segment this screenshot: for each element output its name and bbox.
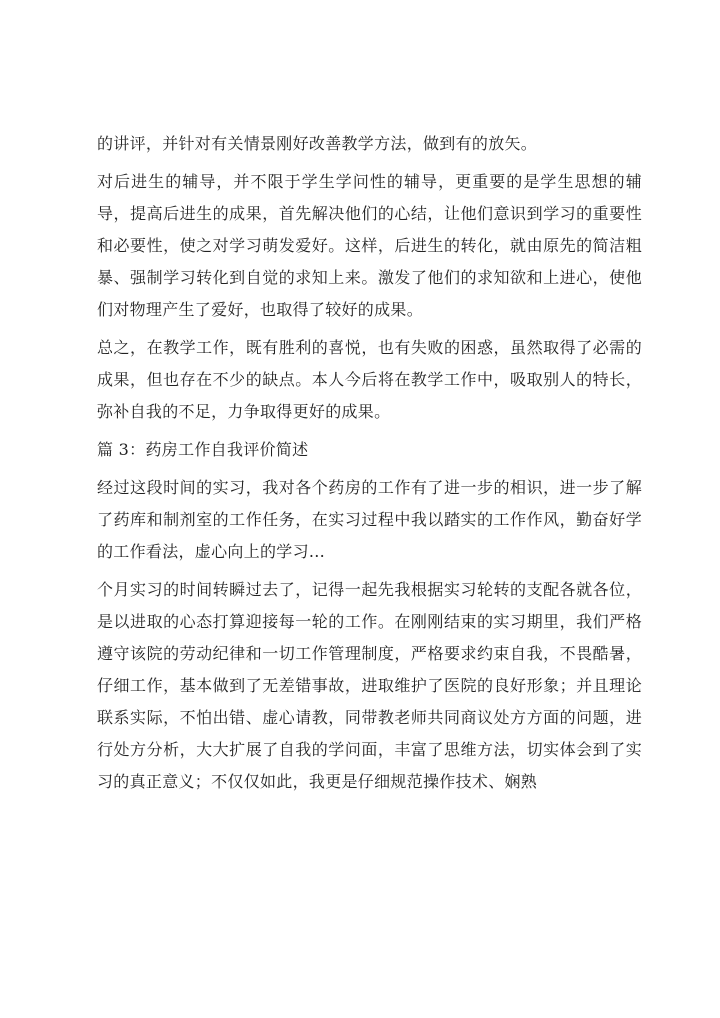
paragraph-1: 的讲评，并针对有关情景刚好改善教学方法，做到有的放矢。 [97, 134, 538, 153]
paragraph-2: 对后进生的辅导，并不限于学生学问性的辅导，更重要的是学生思想的辅导，提高后进生的成果，首先解决他们的心结，让他们意识到学习的重要性和必要性，使之对学习萌发爱好。这样，后进生的转化，就由原先的简洁粗暴、强制学习转化到自觉的求知上来。激发了他们的求知欲和上进心，使他们对物理产生了爱好，也取得了较好的成果。 [97, 172, 642, 319]
paragraph-3: 总之，在教学工作，既有胜利的喜悦，也有失败的困惑，虽然取得了必需的成果，但也存在不少的缺点。本人今后将在教学工作中，吸取别人的特长，弥补自我的不足，力争取得更好的成果。 [97, 338, 642, 421]
paragraph-4: 经过这段时间的实习，我对各个药房的工作有了进一步的相识，进一步了解了药库和制剂室的工作任务，在实习过程中我以踏实的工作作风，勤奋好学的工作看法，虚心向上的学习... [97, 478, 642, 561]
paragraph-5: 个月实习的时间转瞬过去了，记得一起先我根据实习轮转的支配各就各位，是以进取的心态打算迎接每一轮的工作。在刚刚结束的实习期里，我们严格遵守该院的劳动纪律和一切工作管理制度，严格要求约束自我，不畏酷暑，仔细工作，基本做到了无差错事故，进取维护了医院的良好形象；并且理论联系实际，不怕出错、虚心请教，同带教老师共同商议处方方面的问题，进行处方分析，大大扩展了自我的学问面，丰富了思维方法，切实体会到了实习的真正意义；不仅仅如此，我更是仔细规范操作技术、娴熟 [97, 580, 642, 791]
section-heading: 篇 3：药房工作自我评价简述 [97, 440, 309, 459]
document-body [97, 128, 642, 804]
